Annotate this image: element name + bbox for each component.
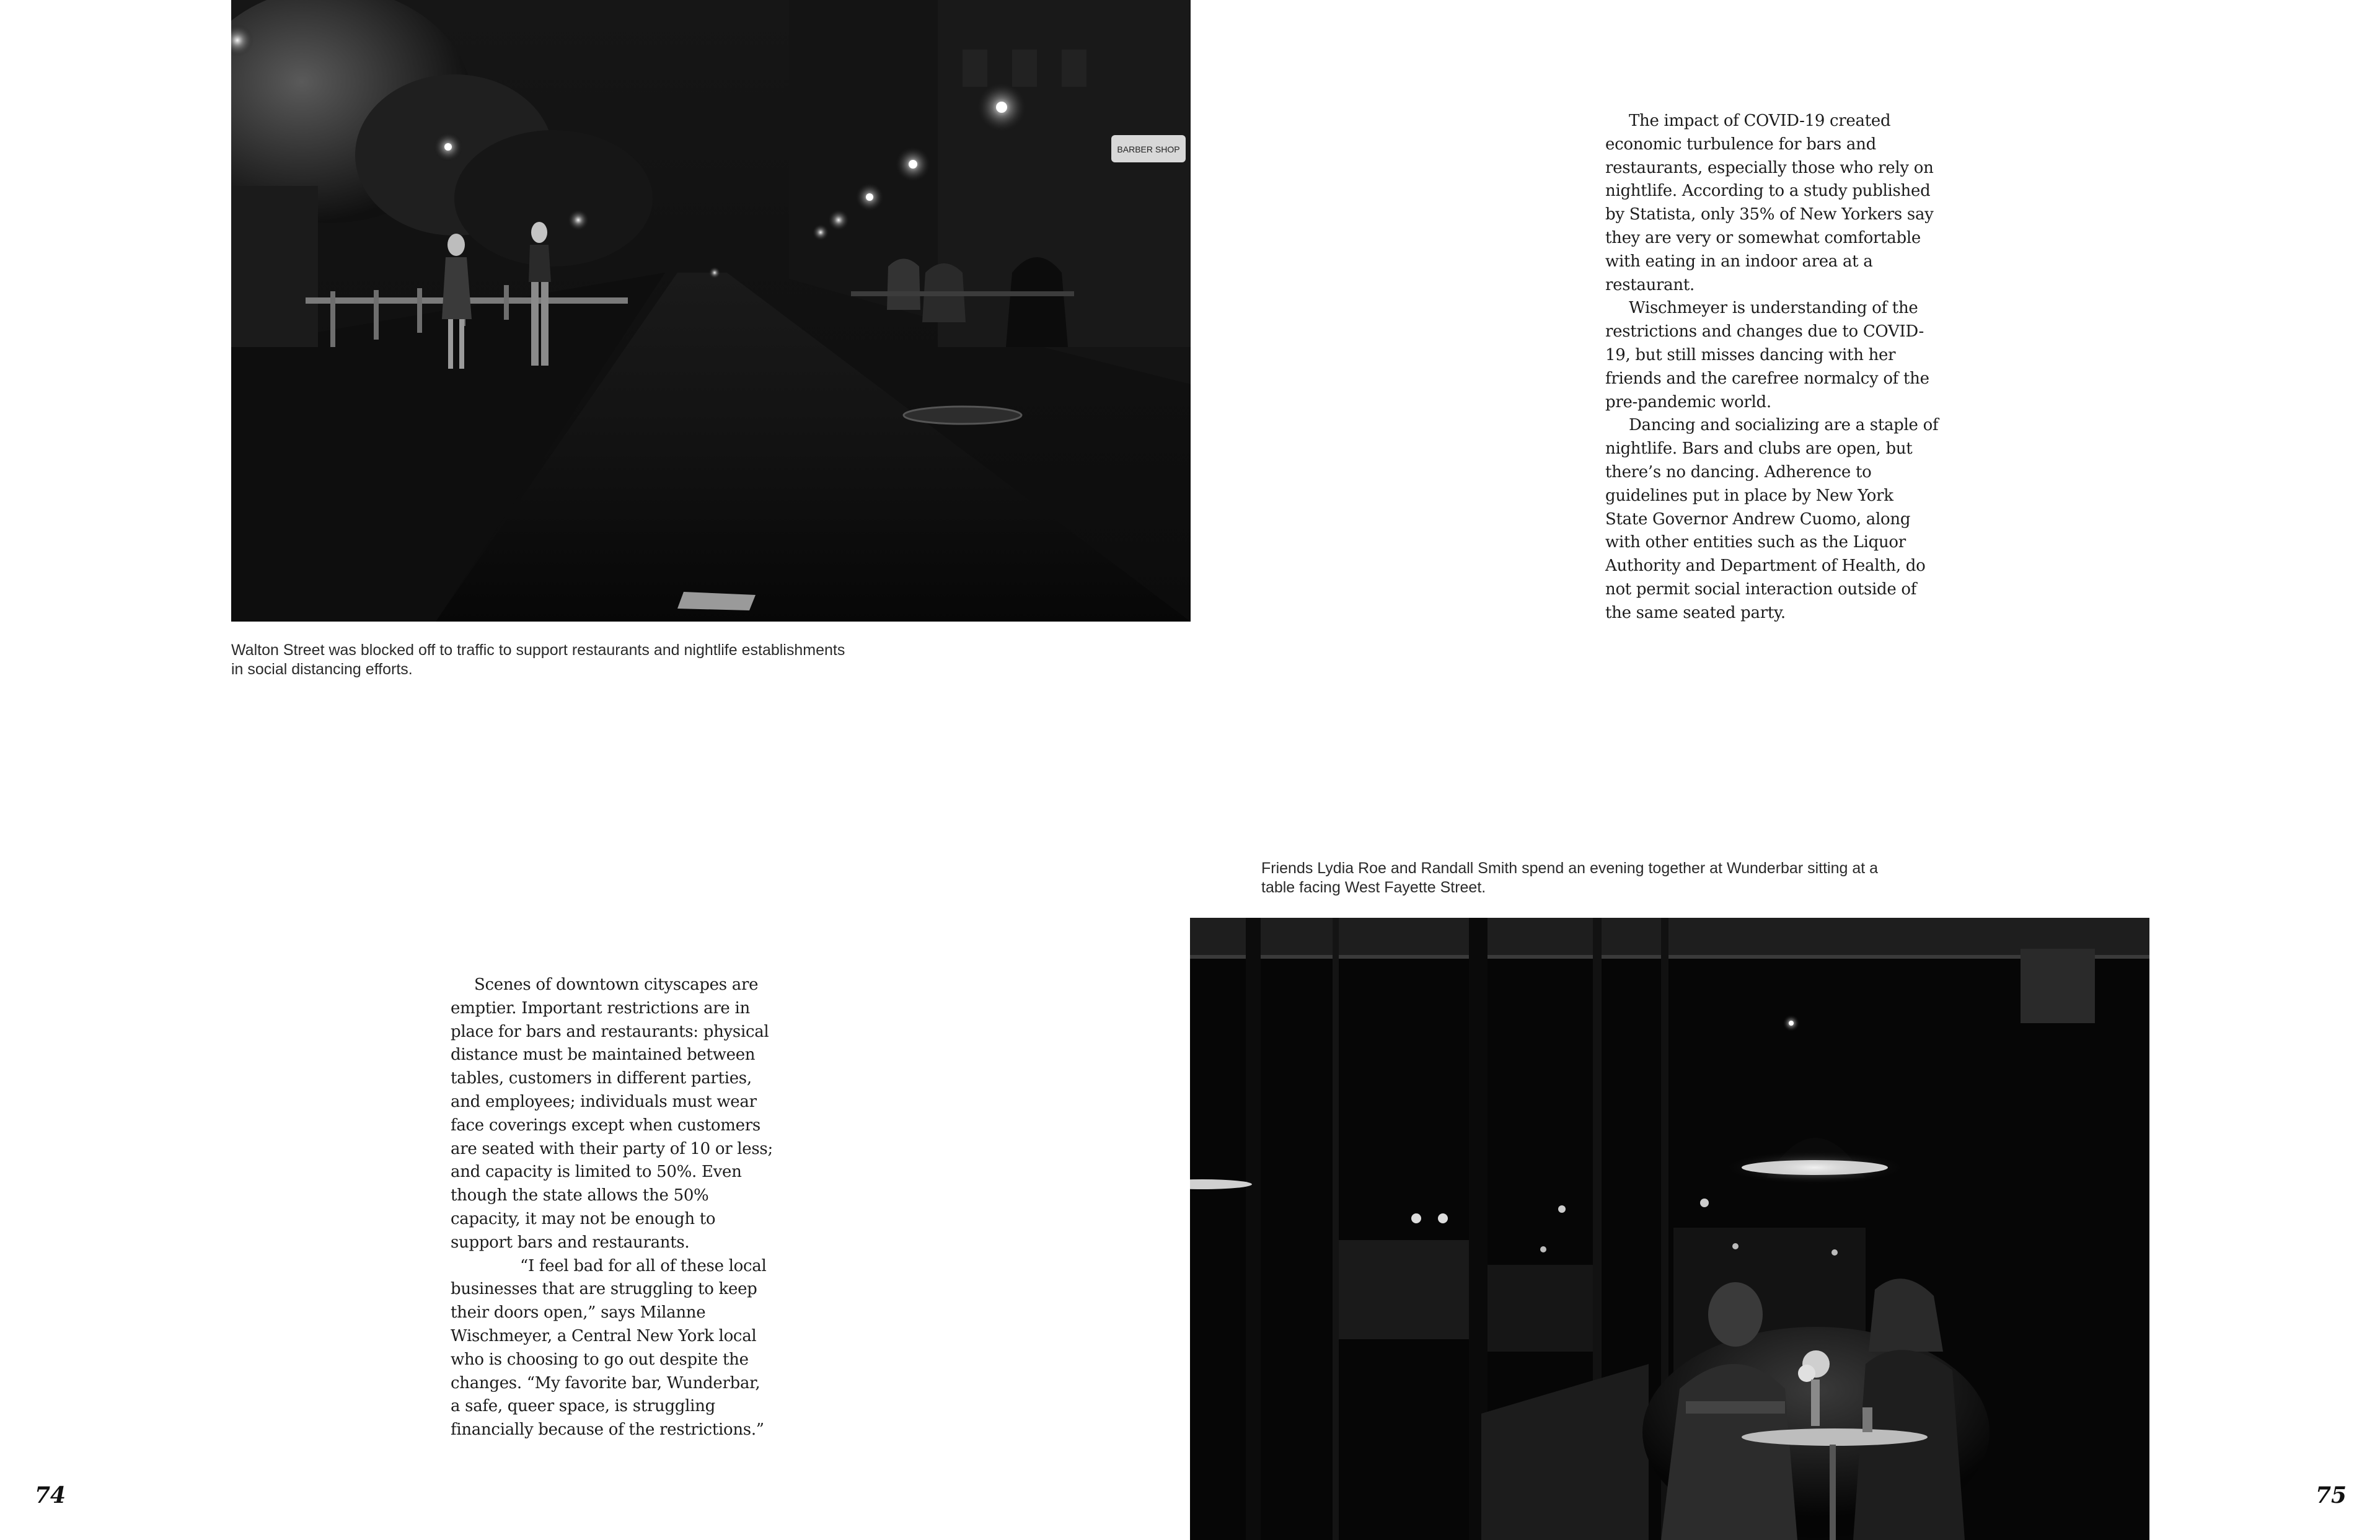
- wunderbar-caption: [1261, 859, 2315, 897]
- barber-shop-sign: BARBER SHOP: [1117, 144, 1180, 154]
- walton-street-photo-art: [231, 0, 1191, 622]
- article-paragraph: “I feel bad for all of these local businesses that are struggling to keep their doors open,” says Milanne Wischmeyer, a Central New York local who is choosing to go out despite the changes. “My favorite bar, Wunderbar, a safe, queer space, is struggling financially because of the restrictions.”: [451, 1256, 767, 1440]
- wunderbar-caption-line-2: table facing West Fayette Street.: [1261, 879, 1486, 896]
- article-paragraph: Wischmeyer is understanding of the restrictions and changes due to COVID-19, but still misses dancing with her friends and the carefree normalcy of the pre-pandemic world.: [1605, 299, 1929, 411]
- walton-street-caption: [231, 641, 1223, 679]
- page-number-right: 75: [2316, 1482, 2347, 1508]
- article-column-left: [451, 974, 773, 1442]
- page-number-left: 74: [35, 1482, 66, 1508]
- article-paragraph: Dancing and socializing are a staple of nightlife. Bars and clubs are open, but there’s no dancing. Adherence to guidelines put in place by New York State Governor Andrew Cuomo, along with other entities such as the Liquor Authority and Department of Health, do not permit social interaction outside of the same seated party.: [1605, 416, 1939, 622]
- wunderbar-photo: [1190, 918, 2149, 1540]
- walton-street-photo: [231, 0, 1191, 622]
- article-paragraph: The impact of COVID-19 created economic turbulence for bars and restaurants, especially those who rely on nightlife. According to a study published by Statista, only 35% of New Yorkers say they are very or somewhat comfortable with eating in an indoor area at a restaurant.: [1605, 112, 1934, 294]
- wunderbar-photo-art: [1190, 918, 2149, 1540]
- wunderbar-caption-line-1: Friends Lydia Roe and Randall Smith spend an evening together at Wunderbar sitting at a: [1261, 860, 1879, 877]
- article-paragraph: Scenes of downtown cityscapes are emptier. Important restrictions are in place for bars and restaurants: physical distance must be maintained between tables, customers in different parties, and employees; individuals must wear face coverings except when customers are seated with their party of 10 or less; and capacity is limited to 50%. Even though the state allows the 50% capacity, it may not be enough to support bars and restaurants.: [451, 975, 773, 1252]
- walton-caption-line-1: Walton Street was blocked off to traffic to support restaurants and nightlife establishments: [231, 641, 845, 659]
- article-column-right: [1605, 110, 1940, 625]
- walton-caption-line-2: in social distancing efforts.: [231, 661, 413, 678]
